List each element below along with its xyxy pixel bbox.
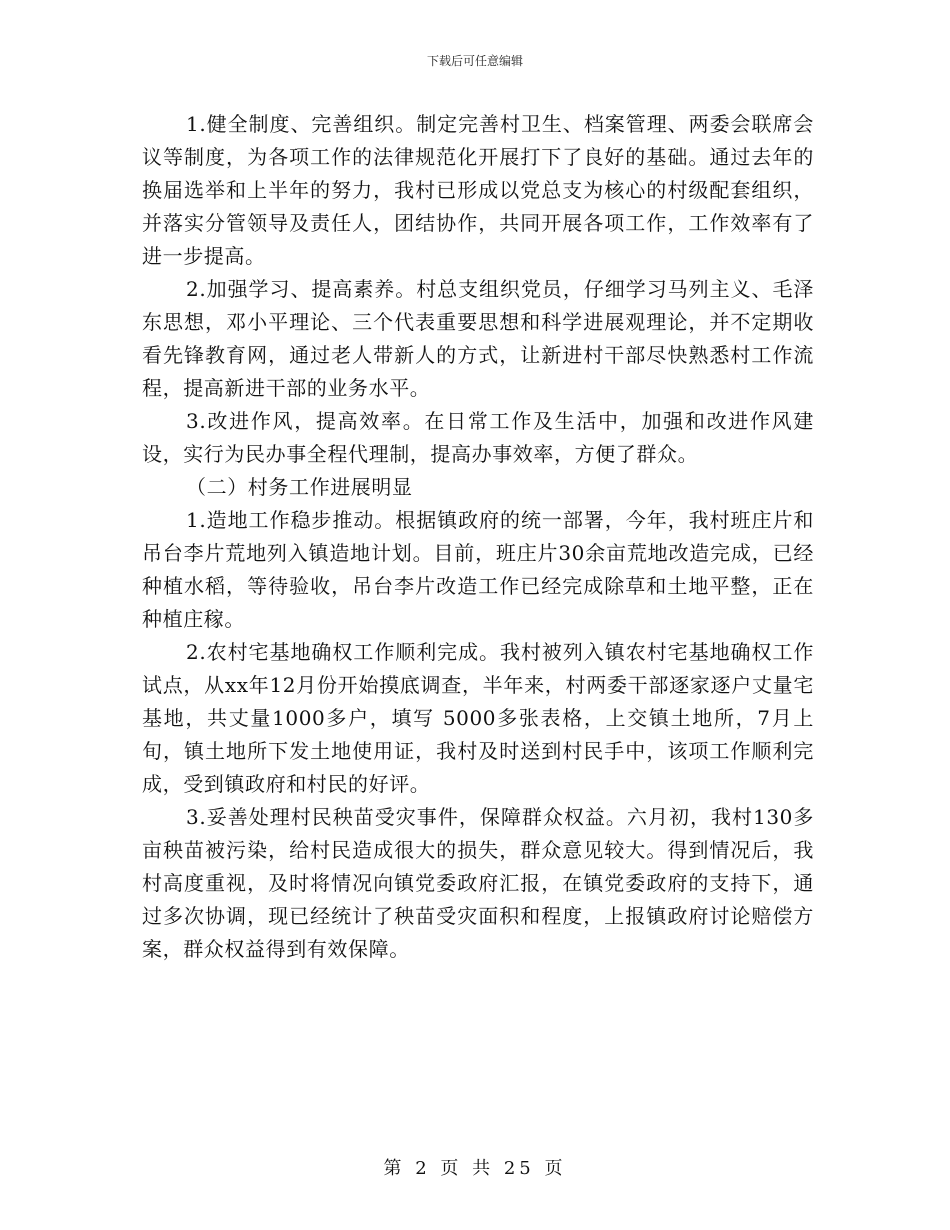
paragraph-work-style: 3.改进作风，提高效率。在日常工作及生活中，加强和改进作风建设，实行为民办事全程代理制，提高办事效率，方便了群众。 bbox=[142, 409, 814, 466]
document-body bbox=[142, 108, 814, 966]
paragraph-study: 2.加强学习、提高素养。村总支组织党员，仔细学习马列主义、毛泽东思想，邓小平理论、三个代表重要思想和科学进展观理论，并不定期收看先锋教育网，通过老人带新人的方式，让新进村干部尽快熟悉村工作流程，提高新进干部的业务水平。 bbox=[142, 277, 814, 400]
paragraph-homestead-rights: 2.农村宅基地确权工作顺利完成。我村被列入镇农村宅基地确权工作试点，从xx年12月份开始摸底调查，半年来，村两委干部逐家逐户丈量宅基地，共丈量1000多户，填写 5000多张表格，上交镇土地所，7月上旬，镇土地所下发土地使用证，我村及时送到村民手中，该项工作顺利完成，受到镇政府和村民的好评。 bbox=[142, 640, 814, 796]
paragraph-land-reclamation: 1.造地工作稳步推动。根据镇政府的统一部署，今年，我村班庄片和吊台李片荒地列入镇造地计划。目前，班庄片30余亩荒地改造完成，已经种植水稻，等待验收，吊台李片改造工作已经完成除草和土地平整，正在种植庄稼。 bbox=[142, 508, 814, 631]
section-heading-village-affairs: （二）村务工作进展明显 bbox=[186, 475, 413, 499]
paragraph-seedling-disaster: 3.妥善处理村民秧苗受灾事件，保障群众权益。六月初，我村130多亩秧苗被污染，给村民造成很大的损失，群众意见较大。得到情况后，我村高度重视，及时将情况向镇党委政府汇报，在镇党委政府的支持下，通过多次协调，现已经统计了秧苗受灾面积和程度，上报镇政府讨论赔偿方案，群众权益得到有效保障。 bbox=[142, 805, 814, 961]
page-header: 下载后可任意编辑 bbox=[426, 54, 523, 68]
paragraph-system-building: 1.健全制度、完善组织。制定完善村卫生、档案管理、两委会联席会议等制度，为各项工作的法律规范化开展打下了良好的基础。通过去年的换届选举和上半年的努力，我村已形成以党总支为核心的村级配套组织，并落实分管领导及责任人，团结协作，共同开展各项工作，工作效率有了进一步提高。 bbox=[142, 112, 814, 268]
page-footer: 第 2 页 共 25 页 bbox=[383, 1158, 567, 1179]
